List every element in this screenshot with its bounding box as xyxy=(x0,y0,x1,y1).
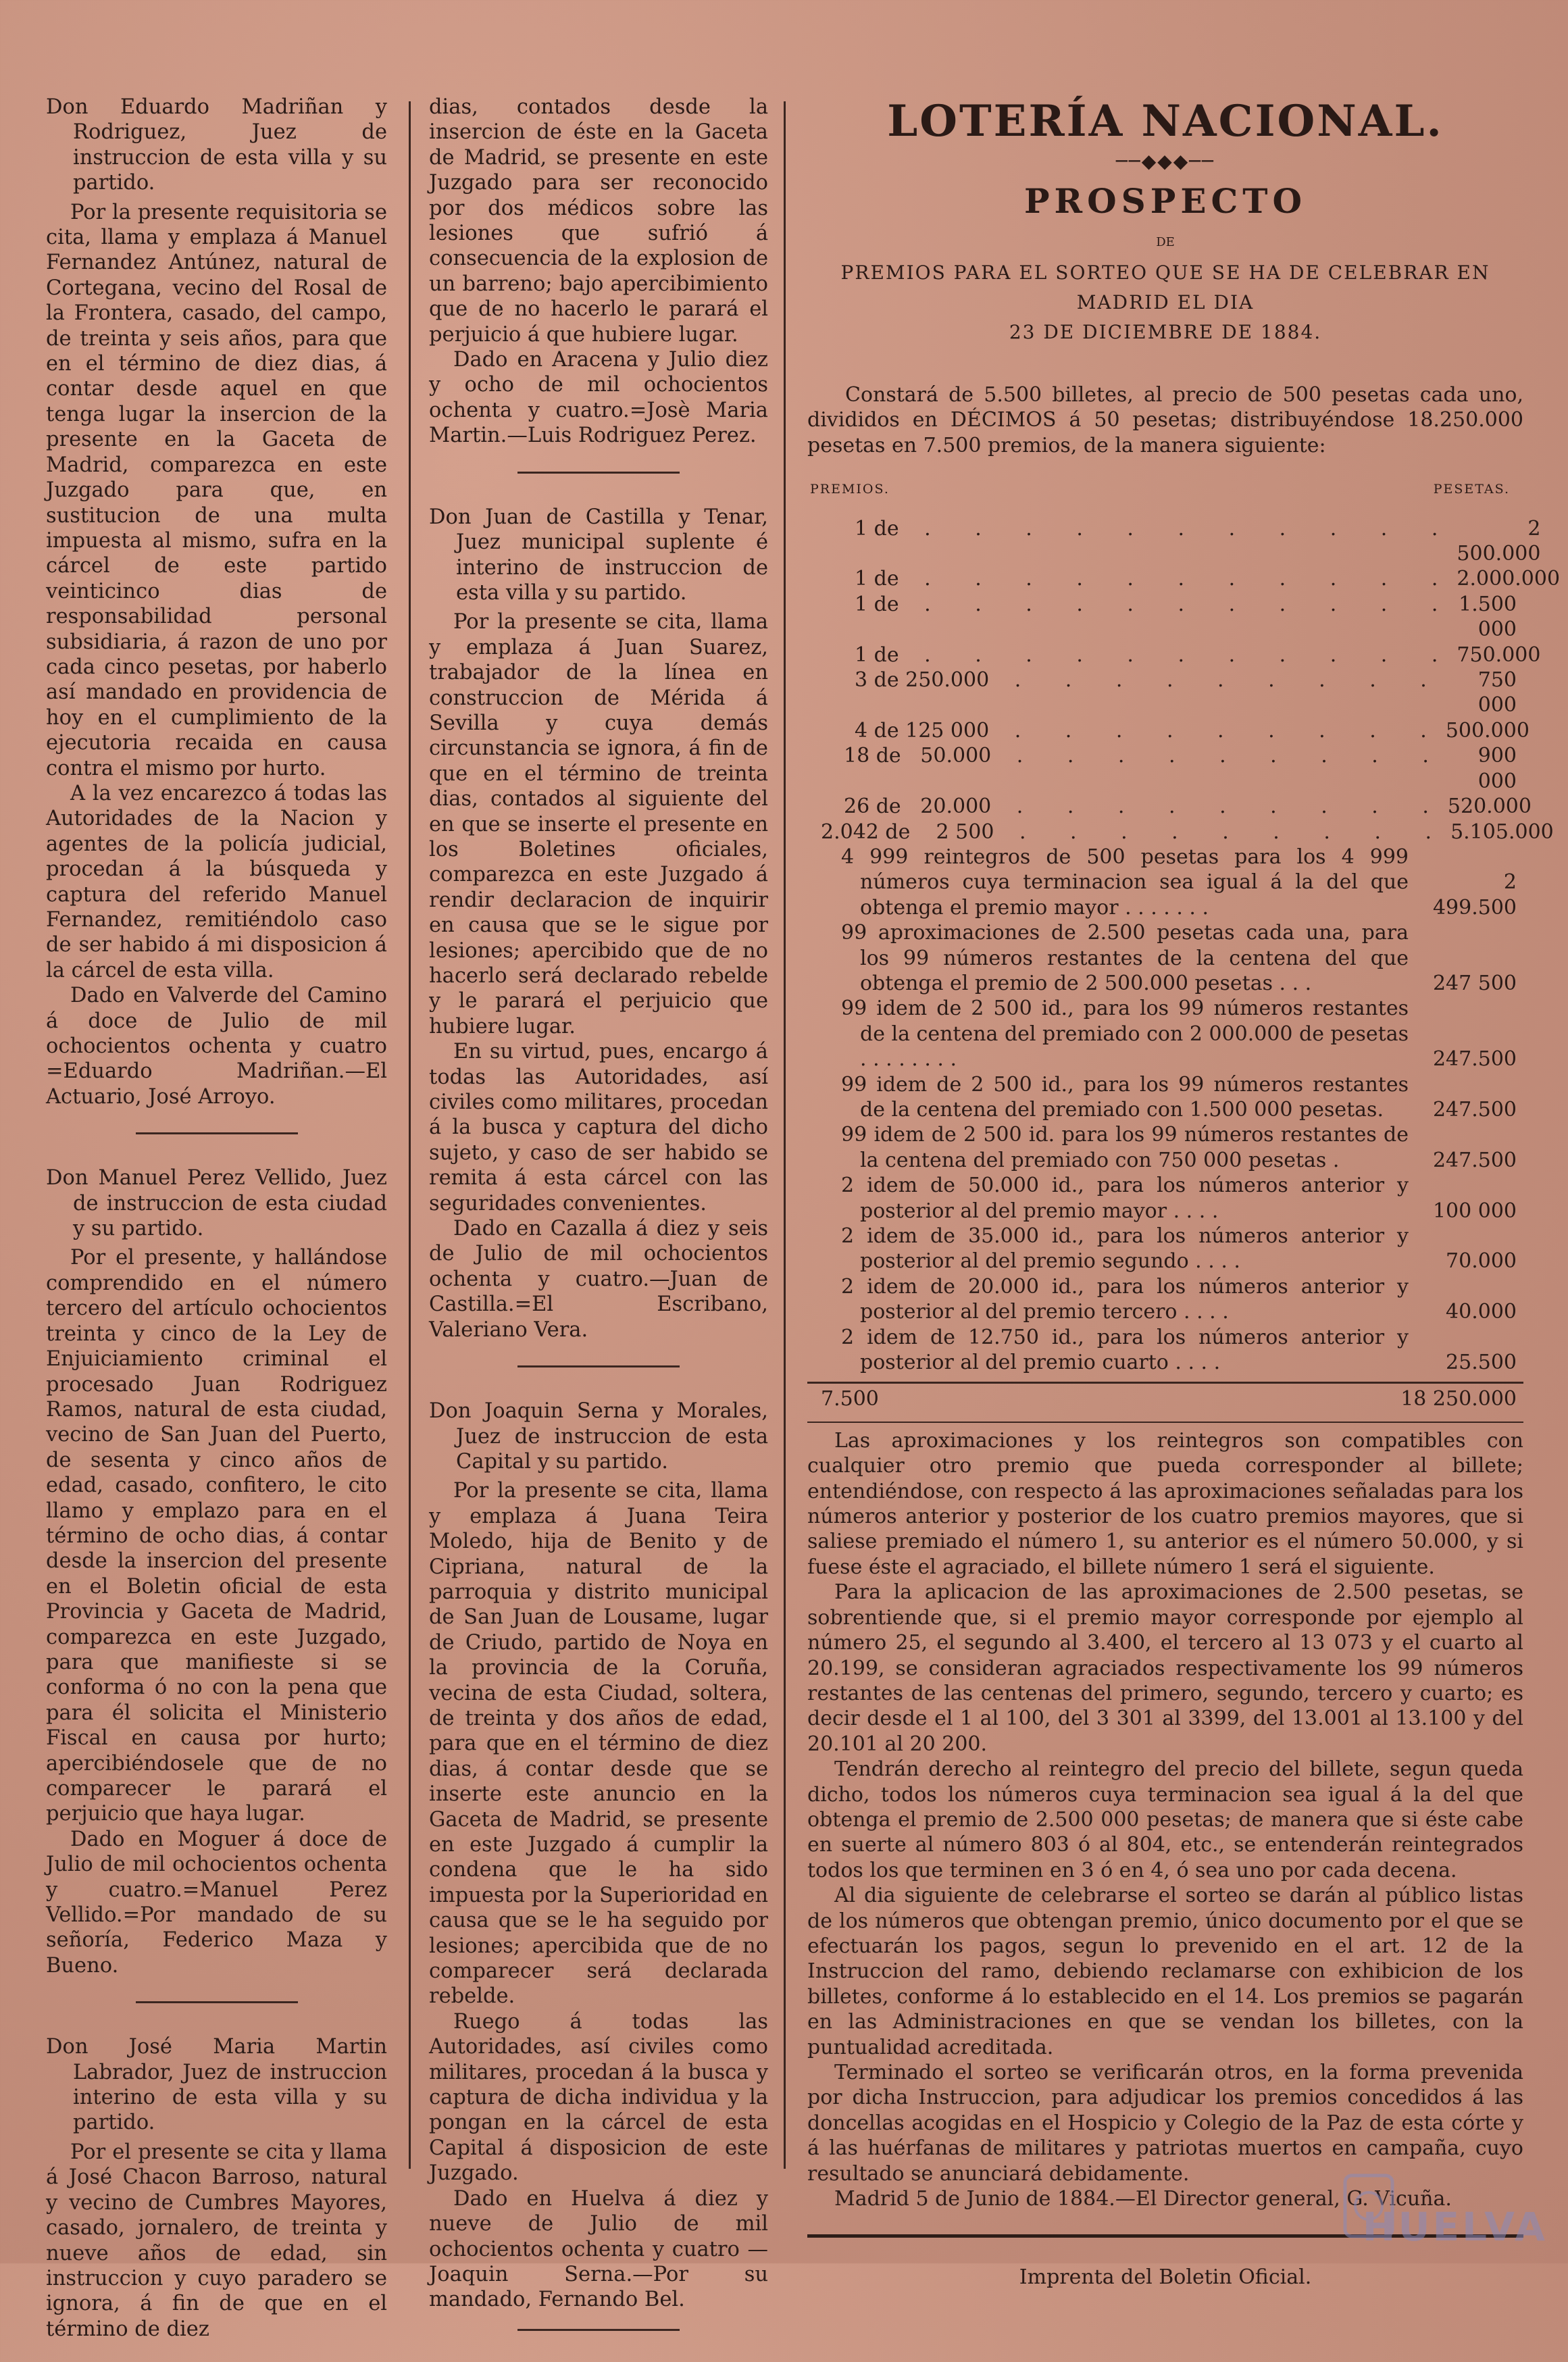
notice-paragraph: Por la presente requisitoria se cita, llama y emplaza á Manuel Fernandez Antúnez, natural de Cortegana, vecino del Rosal de la Frontera, casado, del campo, de treinta y seis años, para que en el término de diez dias, á contar desde aquel en que tenga lugar la insercion de la presente en la Gaceta de Madrid, comparezca en este Juzgado para que, en sustitucion de una multa impuesta al mismo, sufra en la cárcel de este partido veinticinco dias de responsabilidad personal subsidiaria, á razon de uno por cada cinco pesetas, por haberlo así mandado en providencia de hoy en el cumplimiento de la ejecutoria recaida en causa contra el mismo por hurto. xyxy=(46,200,387,780)
prize-row xyxy=(821,845,1517,920)
total-count: 7.500 xyxy=(821,1387,879,1411)
header-premios: PREMIOS. xyxy=(810,482,890,497)
prize-row xyxy=(821,1274,1517,1325)
prize-row: 4 de 125 000 . . . . . . . . . 500.000 xyxy=(855,718,1529,743)
prize-row xyxy=(821,1224,1517,1274)
prize-amount: 5.105.000 xyxy=(1450,820,1554,844)
prize-row xyxy=(821,920,1517,996)
watermark-text: HUELVA xyxy=(1362,2204,1548,2250)
prize-row xyxy=(821,996,1517,1072)
prize-row: 2.042 de 2 500 . . . . . . . . . 5.105.000 xyxy=(821,820,1554,844)
notice-heading: Don Joaquin Serna y Morales, Juez de instruccion de esta Capital y su partido. xyxy=(429,1399,768,1474)
separator-rule xyxy=(136,2001,298,2003)
notice-paragraph: Ruego á todas las Autoridades, así civiles como militares, procedan á la busca y captura de dicha individua y la pongan en la cárcel de esta Capital á disposicion de este Juzgado. xyxy=(429,2009,768,2186)
notice-heading: Don Manuel Perez Vellido, Juez de instruccion de esta ciudad y su partido. xyxy=(46,1166,387,1241)
body-paragraph: Tendrán derecho al reintegro del precio del billete, segun queda dicho, todos los números cuya terminacion sea igual á la del que obtenga el premio de 2.500 000 pesetas; de manera que si éste cabe en suerte al número 803 ó al 804, etc., se entenderán reintegrados todos los que terminen en 3 ó en 4, ó sea uno por cada decena. xyxy=(807,1757,1523,1882)
prize-row: 1 de . . . . . . . . . . . 2.000.000 xyxy=(855,567,1561,591)
header-pesetas: PESETAS. xyxy=(1433,482,1510,497)
prize-row: 1 de . . . . . . . . . . . 1.500 000 xyxy=(855,592,1517,642)
notice-paragraph: Dado en Valverde del Camino á doce de Julio de mil ochocientos ochenta y cuatro =Eduardo Madriñan.—El Actuario, José Arroyo. xyxy=(46,984,387,1109)
prize-row: 18 de 50.000 . . . . . . . . . 900 000 xyxy=(844,744,1517,793)
caption-line: 23 DE DICIEMBRE DE 1884. xyxy=(1009,321,1322,343)
prize-amount: 2 499.500 xyxy=(1432,870,1517,920)
notice-heading: Don Eduardo Madriñan y Rodriguez, Juez de instruccion de esta villa y su partido. xyxy=(46,95,387,195)
prize-row: 1 de . . . . . . . . . . . 750.000 xyxy=(855,643,1541,667)
library-watermark xyxy=(1332,2149,1554,2257)
notice-paragraph: Dado en Huelva á diez y nueve de Julio de mil ochocientos ochenta y cuatro —Joaquin Serna.—Por su mandado, Fernando Bel. xyxy=(429,2186,768,2312)
prize-amount: 247.500 xyxy=(1432,1047,1517,1072)
prize-description: 2 idem de 50.000 id., para los números anterior y posterior al del premio mayor . . . . xyxy=(841,1174,1409,1223)
separator-rule xyxy=(136,1132,298,1134)
ornament-divider: ──◆◆◆── xyxy=(1115,150,1215,172)
prize-amount: 2.000.000 xyxy=(1457,567,1561,591)
prize-amount: 1.500 000 xyxy=(1459,592,1517,642)
notice-perez-vellido xyxy=(46,1165,387,1978)
prize-amount: 247 500 xyxy=(1432,971,1517,995)
prize-row: 1 de . . . . . . . . . . . 2 500.000 xyxy=(855,516,1541,566)
prize-table xyxy=(807,516,1561,1376)
prize-amount: 900 000 xyxy=(1477,744,1517,793)
prize-amount: 750 000 xyxy=(1477,668,1517,718)
column-divider-right xyxy=(784,101,786,2169)
notice-heading: Don José Maria Martin Labrador, Juez de instruccion interino de esta villa y su partido. xyxy=(46,2035,387,2135)
notice-paragraph: Por el presente, y hallándose comprendido en el número tercero del artículo ochocientos treinta y cinco de la Ley de Enjuiciamiento criminal el procesado Juan Rodriguez Ramos, natural de esta ciudad, vecino de San Juan del Puerto, de sesenta y cinco años de edad, casado, confitero, le cito llamo y emplazo para en el término de ocho dias, á contar desde la insercion del presente en el Boletin oficial de esta Provincia y Gaceta de Madrid, comparezca en este Juzgado, para que manifieste si se conforma ó no con la pena que para él solicita el Ministerio Fiscal en causa por hurto; apercibiéndosele que de no comparecer le parará el perjuicio que haya lugar. xyxy=(46,1246,387,1826)
notice-heading: Don Juan de Castilla y Tenar, Juez municipal suplente é interino de instruccion de esta villa y su partido. xyxy=(429,505,768,605)
prize-description: 2 idem de 35.000 id., para los números anterior y posterior al del premio segundo . . . . xyxy=(841,1224,1409,1274)
prize-total xyxy=(807,1386,1523,1411)
prize-row xyxy=(821,1122,1517,1173)
prize-amount: 247.500 xyxy=(1432,1148,1517,1172)
caption-line: PREMIOS PARA EL SORTEO QUE SE HA DE CELEBRAR EN MADRID EL DIA xyxy=(840,261,1490,313)
prize-amount: 40.000 xyxy=(1446,1300,1517,1324)
body-paragraph: Al dia siguiente de celebrarse el sorteo se darán al público listas de los números que obtengan premio, único documento por el que se efectuarán los pagos, segun lo prevenido en el art. 12 de la Instruccion del ramo, debiendo reclamarse con exhibicion de los billetes, conforme á lo establecido en el 14. Los premios se pagarán en las Administraciones en que se vendan los billetes, con la puntualidad acreditada. xyxy=(807,1884,1523,2059)
notice-paragraph: En su virtud, pues, encargo á todas las Autoridades, así civiles como militares, procedan á la busca y captura del dicho sujeto, y caso de ser habido se remita á esta cárcel con las seguridades convenientes. xyxy=(429,1040,768,1215)
prize-description: 99 aproximaciones de 2.500 pesetas cada una, para los 99 números restantes de la centena del que obtenga el premio de 2 500.000 pesetas . . . xyxy=(841,921,1409,995)
column-divider-left xyxy=(409,101,411,2169)
notice-serna xyxy=(429,1399,768,2313)
prize-description: 2 idem de 20.000 id., para los números anterior y posterior al del premio tercero . . . . xyxy=(841,1274,1409,1324)
prize-description: 99 idem de 2 500 id., para los 99 números restantes de la centena del premiado con 2 000.000 de pesetas . . . . . . . . xyxy=(841,997,1409,1072)
prize-description: 4 999 reintegros de 500 pesetas para los 4 999 números cuya terminacion sea igual á la del que obtenga el premio mayor . . . . . . . xyxy=(841,845,1409,920)
notice-paragraph: dias, contados desde la insercion de éste en la Gaceta de Madrid, se presente en este Juzgado para ser reconocido por dos médicos sobre las lesiones que sufrió á consecuencia de la explosion de un barreno; bajo apercibimiento que de no hacerlo le parará el perjuicio á que hubiere lugar. xyxy=(429,95,768,347)
prize-description: 99 idem de 2 500 id. para los 99 números restantes de la centena del premiado con 750 000 pesetas . xyxy=(841,1123,1409,1172)
total-amount: 18 250.000 xyxy=(1400,1387,1517,1411)
notice-madrinan xyxy=(46,95,387,1109)
prize-row: 26 de 20.000 . . . . . . . . . 520.000 xyxy=(844,795,1532,819)
prize-amount: 520.000 xyxy=(1447,795,1532,819)
prize-amount: 2 500.000 xyxy=(1457,516,1541,566)
prize-table-header xyxy=(807,477,1523,502)
total-rule xyxy=(807,1422,1523,1423)
prize-description: 99 idem de 2 500 id., para los 99 números restantes de la centena del premiado con 1.500 000 pesetas. xyxy=(841,1072,1409,1122)
imprint-line: Imprenta del Boletin Oficial. xyxy=(1019,2265,1312,2290)
notice-paragraph: Dado en Aracena y Julio diez y ocho de mil ochocientos ochenta y cuatro.=Josè Maria Martin.—Luis Rodriguez Perez. xyxy=(429,348,768,448)
notice-paragraph: Por el presente se cita y llama á José Chacon Barroso, natural y vecino de Cumbres Mayores, casado, jornalero, de treinta y nueve años de edad, sin instruccion y cuyo paradero se ignora, á fin de que en el término de diez xyxy=(46,2140,387,2341)
prize-amount: 500.000 xyxy=(1445,718,1529,743)
prize-description: 2 idem de 12.750 id., para los números anterior y posterior al del premio cuarto . . . . xyxy=(841,1325,1409,1375)
prize-amount: 25.500 xyxy=(1446,1351,1517,1375)
body-paragraph: Para la aplicacion de las aproximaciones de 2.500 pesetas, se sobrentiende que, si el premio mayor corresponde por ejemplo al número 25, el segundo al 3.400, el tercero al 13 073 y el cuarto al 20.199, se consideran agraciados respectivamente los 99 números restantes de las centenas del primero, segundo, tercero y cuarto; es decir desde el 1 al 100, del 3 301 al 3399, del 13.001 al 13.100 y del 20.101 al 20 200. xyxy=(807,1580,1523,1756)
middle-column xyxy=(429,95,768,2362)
prize-amount: 247.500 xyxy=(1432,1097,1517,1122)
notice-paragraph: Por la presente se cita, llama y emplaza á Juan Suarez, trabajador de la línea en construccion de Mérida á Sevilla y cuya demás circunstancia se ignora, á fin de que en el término de treinta dias, contados al siguiente del en que se inserte el presente en los Boletines oficiales, comparezca en este Juzgado á rendir declaracion de inquirir en causa que se le sigue por lesiones; apercibido que de no hacerlo será declarado rebelde y le parará el perjuicio que hubiere lugar. xyxy=(429,610,768,1038)
separator-rule xyxy=(517,2329,680,2331)
prize-row: 3 de 250.000 . . . . . . . . . 750 000 xyxy=(855,668,1517,718)
prize-row xyxy=(821,1173,1517,1224)
prize-amount: 100 000 xyxy=(1432,1199,1517,1223)
notice-paragraph: Dado en Moguer á doce de Julio de mil ochocientos ochenta y cuatro.=Manuel Perez Vellido.=Por mandado de su señoría, Federico Maza y Bueno. xyxy=(46,1827,387,1978)
de-label: DE xyxy=(1156,235,1175,249)
notice-martin-continued xyxy=(429,95,768,449)
prize-amount: 750.000 xyxy=(1457,643,1541,667)
separator-rule xyxy=(517,1365,680,1367)
prize-row xyxy=(821,1325,1517,1376)
notice-martin-labrador xyxy=(46,2034,387,2342)
total-rule xyxy=(807,1382,1523,1384)
notice-paragraph: Por la presente se cita, llama y emplaza á Juana Teira Moledo, hija de Benito y de Cipriana, natural de la parroquia y distrito municipal de San Juan de Lousame, lugar de Criudo, partido de Noya en la provincia de la Coruña, vecina de esta Ciudad, soltera, de treinta y dos años de edad, para que en el término de diez dias, á contar desde que se inserte este anuncio en la Gaceta de Madrid, se presente en este Juzgado á cumplir la condena que le ha sido impuesta por la Superioridad en causa que se le ha seguido por lesiones; apercibida que de no comparecer será declarada rebelde. xyxy=(429,1479,768,2009)
notice-paragraph: A la vez encarezco á todas las Autoridades de la Nacion y agentes de la policía judicial, procedan á la búsqueda y captura del referido Manuel Fernandez, remitiéndolo caso de ser habido á mi disposicion á la cárcel de esta villa. xyxy=(46,781,387,982)
left-column xyxy=(46,95,387,2358)
draw-caption xyxy=(807,258,1523,347)
prize-row xyxy=(821,1072,1517,1123)
lottery-title: LOTERÍA NACIONAL. xyxy=(887,96,1444,147)
lottery-column xyxy=(807,95,1561,2311)
body-paragraph: Terminado el sorteo se verificarán otros, en la forma prevenida por dicha Instruccion, para adjudicar los premios concedidos á las doncellas acogidas en el Hospicio y Colegio de la Paz de esta córte y á las huérfanas de militares y patriotas muertos en campaña, cuyo resultado se anunciará debidamente. xyxy=(807,2061,1523,2186)
prospecto-title: PROSPECTO xyxy=(1023,181,1307,221)
body-paragraph: Las aproximaciones y los reintegros son compatibles con cualquier otro premio que pueda corresponder al billete; entendiéndose, con respecto á las aproximaciones señaladas para los números anterior y posterior de los cuatro premios mayores, que si saliese premiado el número 1, su anterior es el número 50.000, y si fuese éste el agraciado, el billete número 1 será el siguiente. xyxy=(807,1428,1523,1579)
signature-line: Madrid 5 de Junio de 1884.—El Director general, G. Vicuña. xyxy=(834,2187,1452,2211)
prize-amount: 70.000 xyxy=(1446,1249,1517,1274)
notice-paragraph: Dado en Cazalla á diez y seis de Julio de mil ochocientos ochenta y cuatro.—Juan de Castilla.=El Escribano, Valeriano Vera. xyxy=(429,1217,768,1342)
notice-castilla xyxy=(429,505,768,1342)
intro-paragraph: Constará de 5.500 billetes, al precio de 500 pesetas cada uno, divididos en DÉCIMOS á 50 pesetas; distribuyéndose 18.250.000 pesetas en 7.500 premios, de la manera siguiente: xyxy=(807,383,1523,457)
separator-rule xyxy=(517,472,680,474)
